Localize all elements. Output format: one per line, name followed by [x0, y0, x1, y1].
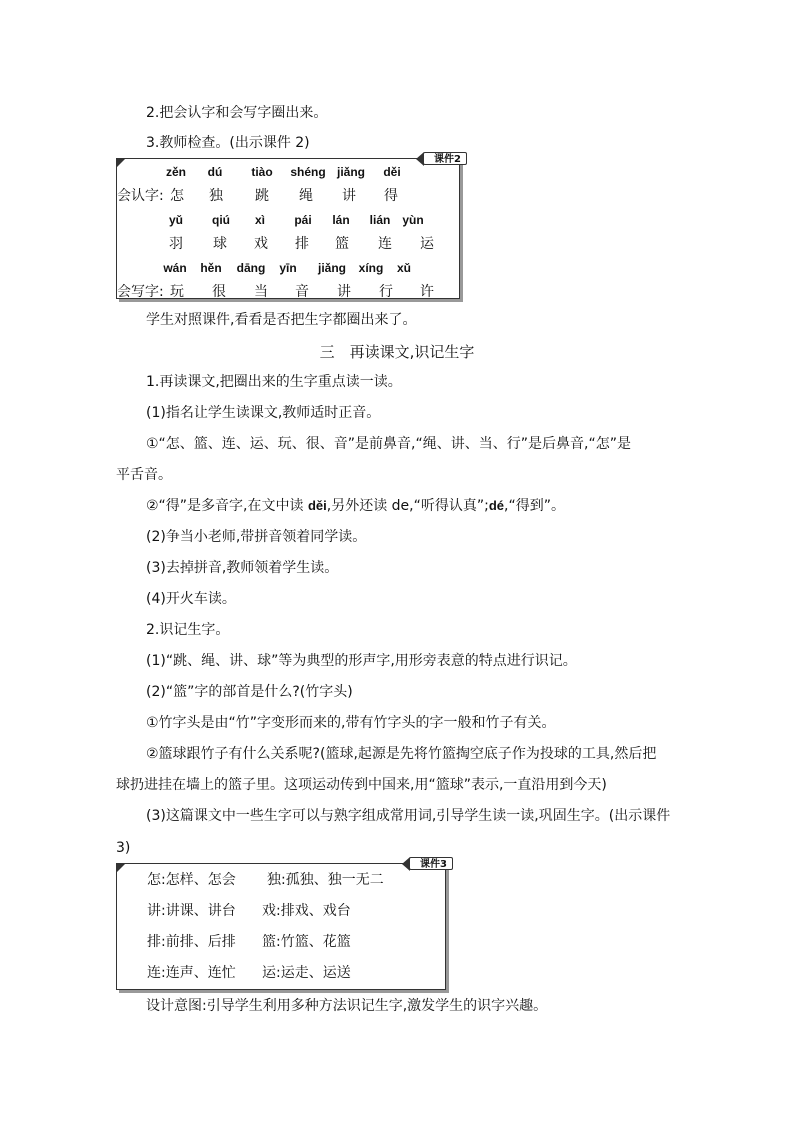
character: 得 [384, 188, 398, 204]
paragraph: (3)这篇课文中一些生字可以与熟字组成常用词,引导学生读一读,巩固生字。(出示课件 [146, 808, 671, 824]
character: 行 [379, 284, 393, 300]
pinyin: qiú [212, 213, 230, 227]
pinyin: xì [254, 213, 265, 227]
pinyin: jiǎng [336, 165, 365, 179]
character: 绳 [299, 188, 313, 204]
paragraph: (2)争当小老师,带拼音领着同学读。 [146, 529, 367, 545]
pinyin: dāng [236, 261, 266, 275]
paragraph: 2.识记生字。 [146, 622, 230, 638]
paragraph: 1.再读课文,把圈出来的生字重点读一读。 [146, 374, 402, 390]
paragraph: 3.教师检查。(出示课件 2) [146, 135, 310, 151]
courseware-tag: 课件2 [423, 152, 467, 165]
word-group: 讲:讲课、讲台 [147, 903, 236, 919]
paragraph: (4)开火车读。 [146, 591, 236, 607]
pinyin: yīn [279, 261, 297, 275]
character: 讲 [342, 188, 356, 204]
pinyin: děi [383, 165, 401, 179]
corner-mark-icon [117, 864, 125, 872]
paragraph: 3) [116, 840, 131, 856]
pinyin: zěn [165, 165, 186, 179]
pinyin: lián [369, 213, 391, 227]
word-group: 运:运走、运送 [262, 965, 351, 981]
word-group: 连:连声、连忙 [147, 965, 236, 981]
pinyin: pái [294, 213, 312, 227]
character: 戏 [254, 236, 268, 252]
pinyin: hěn [200, 261, 222, 275]
character: 球 [213, 236, 227, 252]
paragraph: (1)指名让学生读课文,教师适时正音。 [146, 405, 381, 421]
paragraph: ①竹字头是由“竹”字变形而来的,带有竹字头的字一般和竹子有关。 [146, 715, 556, 731]
pinyin: lán [332, 213, 350, 227]
pinyin: yùn [402, 213, 424, 227]
word-group: 戏:排戏、戏台 [262, 903, 351, 919]
label-recognize: 会认字: [117, 188, 164, 204]
character: 排 [295, 236, 309, 252]
courseware-box-3 [116, 859, 447, 990]
paragraph: 球扔进挂在墙上的篮子里。这项运动传到中国来,用“篮球”表示,一直沿用到今天) [116, 777, 607, 793]
paragraph: ①“怎、篮、连、运、玩、很、音”是前鼻音,“绳、讲、当、行”是后鼻音,“怎”是 [146, 436, 631, 452]
character: 篮 [335, 236, 349, 252]
character: 当 [254, 284, 268, 300]
character: 音 [295, 284, 309, 300]
corner-mark-icon [117, 159, 125, 167]
character: 连 [378, 236, 392, 252]
character: 很 [212, 284, 226, 300]
pinyin: děi [307, 498, 327, 513]
word-group: 怎:怎样、怎会 [147, 872, 236, 888]
pinyin: tiào [251, 165, 273, 179]
character: 运 [420, 236, 434, 252]
pinyin: xǔ [396, 261, 411, 275]
label-write: 会写字: [117, 284, 164, 300]
pinyin: xíng [358, 261, 384, 275]
section-heading: 三 再读课文,识记生字 [319, 343, 475, 361]
text: ,“得到”。 [504, 498, 565, 514]
courseware-box-2 [116, 154, 461, 300]
paragraph: (3)去掉拼音,教师领着学生读。 [146, 560, 339, 576]
character: 怎 [170, 188, 184, 204]
paragraph: ②篮球跟竹子有什么关系呢?(篮球,起源是先将竹篮掏空底子作为投球的工具,然后把 [146, 746, 657, 762]
paragraph: 设计意图:引导学生利用多种方法识记生字,激发学生的识字兴趣。 [146, 998, 548, 1014]
character: 独 [209, 188, 223, 204]
paragraph: (2)“篮”字的部首是什么?(竹字头) [146, 684, 353, 700]
pinyin: dé [488, 498, 505, 513]
courseware-tag: 课件3 [409, 857, 453, 870]
word-group: 排:前排、后排 [147, 934, 236, 950]
word-group: 独:孤独、独一无二 [267, 872, 384, 888]
pinyin: wán [163, 261, 187, 275]
paragraph [146, 496, 565, 516]
character: 羽 [169, 236, 183, 252]
character: 玩 [170, 284, 184, 300]
pinyin: dú [207, 165, 223, 179]
paragraph: (1)“跳、绳、讲、球”等为典型的形声字,用形旁表意的特点进行识记。 [146, 653, 577, 669]
pinyin: yǔ [168, 213, 183, 227]
pinyin: jiǎng [317, 261, 346, 275]
character: 许 [420, 284, 434, 300]
paragraph: 学生对照课件,看看是否把生字都圈出来了。 [146, 312, 417, 328]
pinyin: shéng [290, 165, 326, 179]
paragraph: 2.把会认字和会写字圈出来。 [146, 105, 328, 121]
text: ②“得”是多音字,在文中读 [146, 498, 308, 514]
character: 跳 [255, 188, 269, 204]
text: ,另外还读 de,“听得认真”; [326, 498, 489, 514]
character: 讲 [337, 284, 351, 300]
paragraph: 平舌音。 [116, 467, 172, 483]
word-group: 篮:竹篮、花篮 [262, 934, 351, 950]
